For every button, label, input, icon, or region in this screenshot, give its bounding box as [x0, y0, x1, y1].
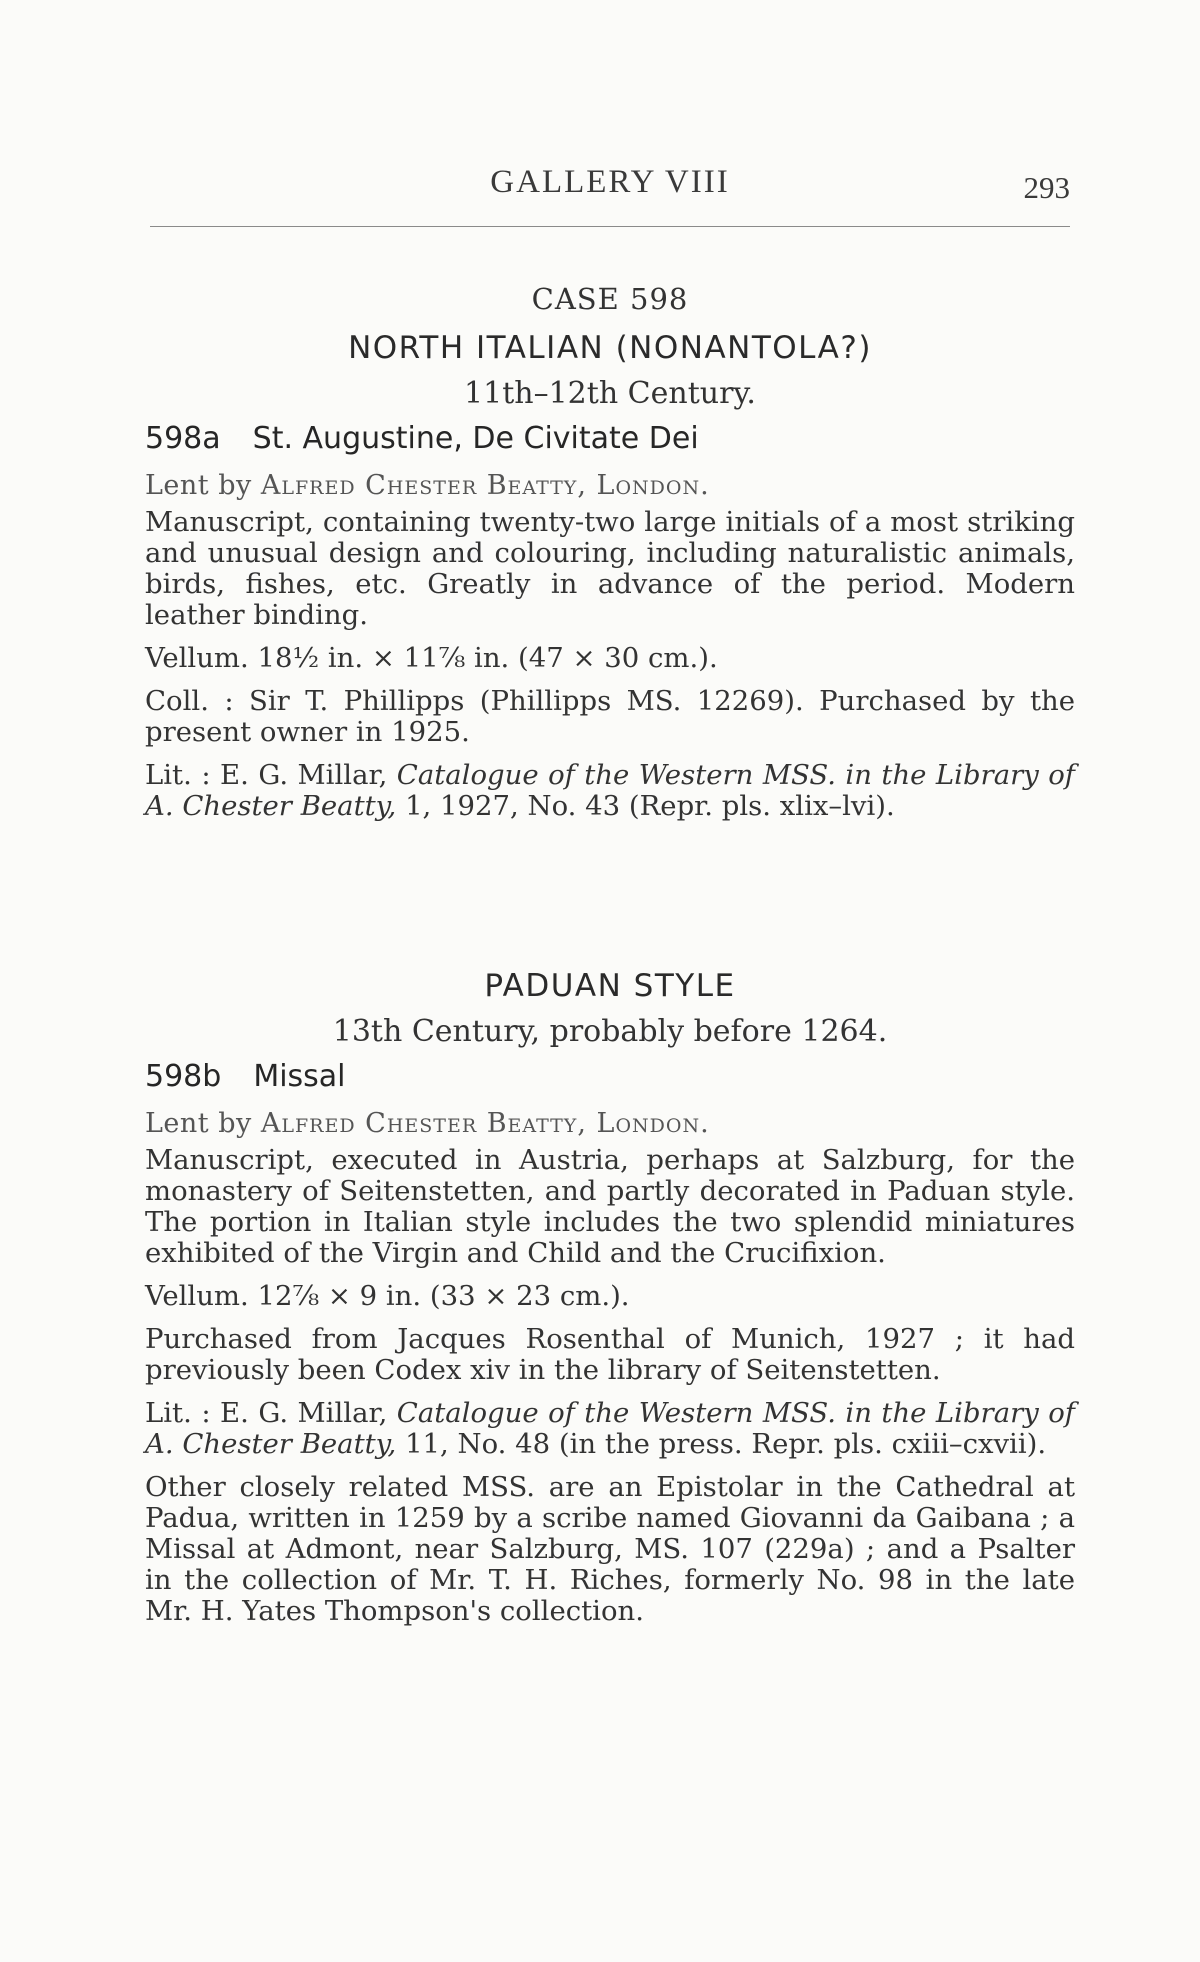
lender-name: Alfred Chester Beatty, London. — [260, 470, 710, 501]
case-number: 598 — [630, 282, 689, 316]
style-heading: PADUAN STYLE — [484, 968, 736, 1004]
entry-title: Missal — [253, 1059, 346, 1094]
entry-title: St. Augustine, De Civitate Dei — [252, 421, 699, 456]
lender-line — [145, 1108, 1075, 1139]
description: Manuscript, containing twenty-two large initials of a most striking and unusual design and colouring, including naturalistic animals, birds, fishes, etc. Greatly in advance of the period. Modern leather binding. — [145, 506, 1075, 631]
century-line: 11th–12th Century. — [464, 376, 756, 411]
lender-name: Alfred Chester Beatty, London. — [260, 1108, 710, 1139]
vellum-dimensions: Vellum. 18½ in. × 11⅞ in. (47 × 30 cm.). — [145, 642, 718, 674]
lit-title: Catalogue of the Western MSS. in the Library of A. Chester Beatty, — [145, 759, 1075, 822]
header-rule — [150, 226, 1070, 227]
purchase-note: Purchased from Jacques Rosenthal of Munich, 1927 ; it had previously been Codex xiv in the library of Seitenstetten. — [145, 1323, 1075, 1386]
lit-prefix: Lit. : E. G. Millar, — [145, 759, 388, 791]
lit-suffix: 1, 1927, No. 43 (Repr. pls. xlix–lvi). — [405, 790, 895, 822]
entry-heading — [145, 1059, 1075, 1094]
entry-heading — [145, 421, 1075, 456]
literature-note — [145, 760, 1075, 822]
century-line: 13th Century, probably before 1264. — [332, 1014, 888, 1049]
related-manuscripts: Other closely related MSS. are an Epistolar in the Cathedral at Padua, written in 1259 by a scribe named Giovanni da Gaibana ; a Missal at Admont, near Salzburg, MS. 107 (229a) ; and a Psalter in the collection of Mr. T. H. Riches, formerly No. 98 in the late Mr. H. Yates Thompson's collection. — [145, 1471, 1075, 1627]
lent-prefix: Lent by — [145, 470, 252, 501]
gallery-title: GALLERY VIII — [490, 164, 730, 200]
lender-line — [145, 470, 1075, 501]
entry-id: 598b — [145, 1059, 222, 1094]
entry-id: 598a — [145, 421, 221, 456]
section-north-italian — [145, 282, 1075, 822]
lit-title: Catalogue of the Western MSS. in the Library of A. Chester Beatty, — [145, 1397, 1075, 1460]
case-heading — [145, 282, 1075, 316]
literature-note — [145, 1398, 1075, 1460]
lent-prefix: Lent by — [145, 1108, 252, 1139]
lit-prefix: Lit. : E. G. Millar, — [145, 1397, 388, 1429]
lit-suffix: 11, No. 48 (in the press. Repr. pls. cxiii–cxvii). — [405, 1428, 1047, 1460]
case-label: CASE — [531, 282, 620, 316]
collection-note: Coll. : Sir T. Phillipps (Phillipps MS. 12269). Purchased by the present owner in 1925. — [145, 685, 1075, 748]
section-paduan — [145, 968, 1075, 1627]
running-head — [150, 164, 1070, 214]
page-number: 293 — [1023, 170, 1070, 205]
vellum-dimensions: Vellum. 12⅞ × 9 in. (33 × 23 cm.). — [145, 1280, 630, 1312]
description: Manuscript, executed in Austria, perhaps at Salzburg, for the monastery of Seitenstetten, and partly decorated in Paduan style. The portion in Italian style includes the two splendid miniatures exhibited of the Virgin and Child and the Crucifixion. — [145, 1144, 1075, 1269]
style-heading: NORTH ITALIAN (NONANTOLA?) — [348, 330, 872, 366]
